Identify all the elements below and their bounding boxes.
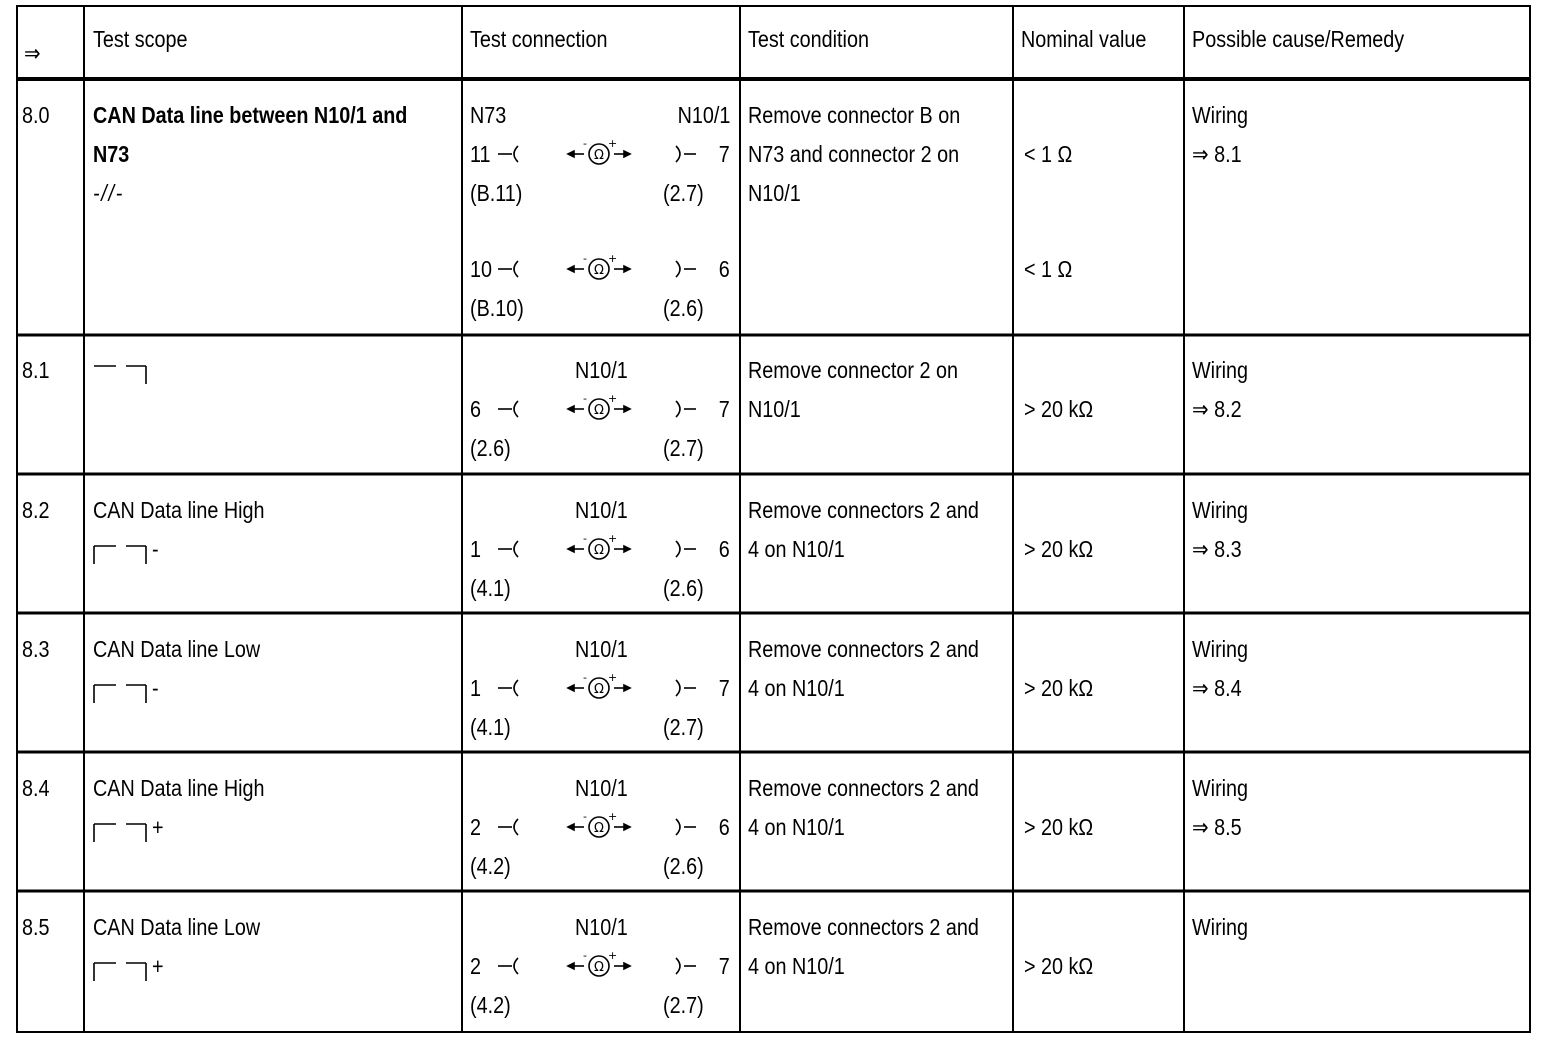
connection-right-pin: 6 (718, 256, 730, 282)
test-scope-symbol: + (152, 814, 164, 840)
connection-right-ref: (2.7) (663, 992, 704, 1018)
test-scope-symbol: - (152, 675, 159, 701)
connection-right-pin: 6 (718, 814, 730, 840)
next-step: ⇒ 8.5 (1192, 814, 1242, 840)
connection-left-ref: (4.1) (470, 575, 511, 601)
header-test-scope: Test scope (93, 26, 188, 52)
ohmmeter-connection-icon (490, 813, 710, 841)
connection-right-ref: (2.6) (663, 853, 704, 879)
nominal-value: > 20 kΩ (1024, 675, 1094, 701)
test-scope: CAN Data line between N10/1 and (93, 102, 408, 128)
connection-left-ref: (4.1) (470, 714, 511, 740)
test-scope-line2: N73 (93, 141, 130, 167)
nominal-value: > 20 kΩ (1024, 953, 1094, 979)
cause: Wiring (1192, 775, 1249, 801)
connection-label: N10/1 (575, 497, 628, 523)
switch-bracket-icon (90, 679, 154, 709)
next-step: ⇒ 8.4 (1192, 675, 1242, 701)
condition-line: 4 on N10/1 (748, 814, 845, 840)
condition-line: Remove connectors 2 and (748, 636, 979, 662)
condition-line: Remove connector 2 on (748, 357, 959, 383)
test-scope: CAN Data line Low (93, 914, 261, 940)
nominal-value: > 20 kΩ (1024, 536, 1094, 562)
connection-right-ref: (2.7) (663, 435, 704, 461)
connection-label: N10/1 (575, 636, 628, 662)
connection-right-pin: 7 (718, 396, 730, 422)
connection-left-label: N73 (470, 102, 507, 128)
nominal-value: > 20 kΩ (1024, 814, 1094, 840)
ohmmeter-connection-icon (490, 395, 710, 423)
next-step: ⇒ 8.3 (1192, 536, 1242, 562)
condition-line: 4 on N10/1 (748, 536, 845, 562)
ohmmeter-connection-icon (490, 140, 710, 168)
condition-line: Remove connectors 2 and (748, 914, 979, 940)
ohmmeter-connection-icon (490, 952, 710, 980)
ohmmeter-connection-icon (490, 255, 710, 283)
step-number: 8.5 (22, 914, 50, 940)
step-number: 8.2 (22, 497, 50, 523)
connection-left-ref: (B.10) (470, 295, 524, 321)
cause: Wiring (1192, 357, 1249, 383)
step-number: 8.1 (22, 357, 50, 383)
connection-right-pin: 6 (718, 536, 730, 562)
header-test-condition: Test condition (748, 26, 869, 52)
connection-left-ref: (4.2) (470, 992, 511, 1018)
ohmmeter-connection-icon (490, 535, 710, 563)
connection-right-label: N10/1 (677, 102, 730, 128)
ohmmeter-connection-icon (490, 674, 710, 702)
connection-left-pin: 2 (470, 953, 482, 979)
connection-left-pin: 10 (470, 256, 493, 282)
test-scope: CAN Data line High (93, 775, 265, 801)
cause: Wiring (1192, 497, 1249, 523)
connection-right-pin: 7 (718, 675, 730, 701)
test-scope-symbol: -//- (93, 180, 125, 206)
condition-line: 4 on N10/1 (748, 953, 845, 979)
connection-right-pin: 7 (718, 141, 730, 167)
connection-label: N10/1 (575, 775, 628, 801)
connection-right-ref: (2.6) (663, 575, 704, 601)
switch-bracket-icon (90, 540, 154, 570)
connection-right-ref: (2.7) (663, 180, 704, 206)
nominal-value: < 1 Ω (1024, 256, 1073, 282)
switch-bracket-icon (90, 957, 154, 987)
test-scope-symbol: + (152, 953, 164, 979)
connection-label: N10/1 (575, 357, 628, 383)
step-number: 8.0 (22, 102, 50, 128)
switch-bracket-icon (90, 818, 154, 848)
condition-line: N73 and connector 2 on (748, 141, 960, 167)
connection-left-pin: 11 (470, 141, 491, 167)
cause: Wiring (1192, 914, 1249, 940)
header-nominal-value: Nominal value (1021, 26, 1147, 52)
condition-line: N10/1 (748, 396, 801, 422)
connection-left-ref: (B.11) (470, 180, 523, 206)
test-scope: CAN Data line Low (93, 636, 261, 662)
cause: Wiring (1192, 102, 1249, 128)
test-scope: CAN Data line High (93, 497, 265, 523)
condition-line: N10/1 (748, 180, 801, 206)
connection-left-pin: 6 (470, 396, 482, 422)
connection-right-pin: 7 (718, 953, 730, 979)
condition-line: Remove connectors 2 and (748, 497, 979, 523)
next-step: ⇒ 8.2 (1192, 396, 1242, 422)
switch-open-icon (90, 360, 154, 390)
connection-left-ref: (2.6) (470, 435, 511, 461)
connection-left-pin: 2 (470, 814, 482, 840)
nominal-value: < 1 Ω (1024, 141, 1073, 167)
connection-right-ref: (2.7) (663, 714, 704, 740)
step-number: 8.4 (22, 775, 50, 801)
test-scope-symbol: - (152, 536, 159, 562)
next-step: ⇒ 8.1 (1192, 141, 1242, 167)
condition-line: 4 on N10/1 (748, 675, 845, 701)
connection-left-ref: (4.2) (470, 853, 511, 879)
header-test-connection: Test connection (470, 26, 608, 52)
header-possible-cause: Possible cause/Remedy (1192, 26, 1405, 52)
step-number: 8.3 (22, 636, 50, 662)
connection-label: N10/1 (575, 914, 628, 940)
header-arrow: ⇒ (24, 40, 41, 66)
connection-left-pin: 1 (470, 675, 482, 701)
condition-line: Remove connector B on (748, 102, 961, 128)
condition-line: Remove connectors 2 and (748, 775, 979, 801)
connection-left-pin: 1 (470, 536, 482, 562)
cause: Wiring (1192, 636, 1249, 662)
connection-right-ref: (2.6) (663, 295, 704, 321)
nominal-value: > 20 kΩ (1024, 396, 1094, 422)
